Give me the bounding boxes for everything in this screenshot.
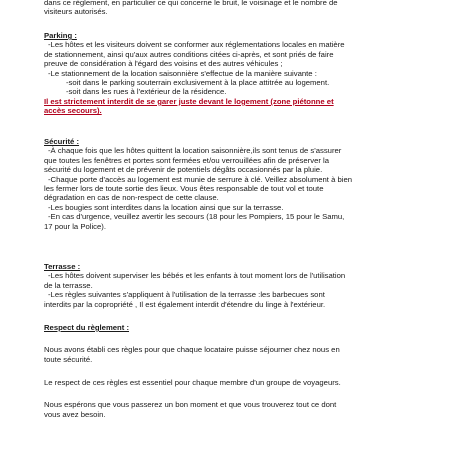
parking-sub-line: -soit dans les rues à l'extérieur de la résidence.	[66, 87, 227, 97]
respect-heading: Respect du règlement :	[44, 323, 130, 332]
terrasse-line: -Les hôtes doivent superviser les bébés et les enfants à tout moment lors de l'utilisation	[48, 271, 346, 281]
parking-warning: accès secours).	[44, 106, 102, 116]
intro-section	[44, 0, 424, 17]
parking-section	[44, 31, 424, 116]
securite-line: 17 pour la Police).	[44, 221, 106, 231]
securite-heading: Sécurité :	[44, 137, 80, 146]
terrasse-line: de la terrasse.	[44, 280, 93, 290]
respect-paragraph-2	[44, 378, 424, 388]
terrasse-section	[44, 262, 424, 309]
securite-section	[44, 137, 424, 231]
respect-heading-block	[44, 323, 424, 332]
parking-sub-line: -soit dans le parking souterrain exclusivement à la place attitrée au logement.	[66, 78, 330, 88]
parking-line: -Le stationnement de la location saisonnière s'effectue de la manière suivante :	[48, 68, 317, 78]
securite-line: que toutes les fenêtres et portes sont fermées et/ou verrouillées afin de préserver la	[44, 155, 330, 165]
terrasse-line: interdits par la copropriété , Il est également interdit d'étendre du linge à l'extérieur.	[44, 299, 326, 309]
respect-line: Nous avons établi ces règles pour que chaque locataire puisse séjourner chez nous en	[44, 345, 340, 354]
securite-line: -Chaque porte d'accès au logement est munie de serrure à clé. Veillez absolument à bien	[48, 174, 353, 184]
intro-line: visiteurs autorisés.	[44, 7, 108, 17]
respect-paragraph-3	[44, 400, 424, 419]
parking-warning: Il est strictement interdit de se garer juste devant le logement (zone piétonne et	[44, 96, 334, 106]
terrasse-line: -Les règles suivantes s'appliquent à l'utilisation de la terrasse :les barbecues sont	[48, 290, 325, 300]
securite-line: -Les bougies sont interdites dans la location ainsi que sur la terrasse.	[48, 202, 284, 212]
securite-line: sécurité du logement et de prévenir de potentiels dégâts occasionnés par la pluie.	[44, 165, 323, 175]
respect-paragraph-1	[44, 345, 424, 364]
parking-line: de stationnement, ainsi qu'aux autres conditions citées ci-après, et sont priés de faire	[44, 49, 334, 59]
securite-line: -À chaque fois que les hôtes quittent la location saisonnière,ils sont tenus de s'assurer	[48, 146, 342, 156]
securite-line: -En cas d'urgence, veuillez avertir les secours (18 pour les Pompiers, 15 pour le Samu,	[48, 212, 345, 222]
respect-line: toute sécurité.	[44, 354, 93, 364]
securite-line: les fermer lors de toute sortie des lieux. Vous êtes responsable de tout vol et toute	[44, 184, 324, 194]
respect-line: vous avez besoin.	[44, 409, 106, 419]
respect-line: Nous espérons que vous passerez un bon moment et que vous trouverez tout ce dont	[44, 400, 337, 409]
terrasse-heading: Terrasse :	[44, 262, 81, 271]
intro-line: dans ce règlement, en particulier ce qui concerne le bruit, le voisinage et le nombre de	[44, 0, 338, 7]
parking-line: -Les hôtes et les visiteurs doivent se conformer aux réglementations locales en matière	[48, 40, 345, 50]
securite-line: dégradation en cas de non-respect de cette clause.	[44, 193, 219, 203]
parking-heading: Parking :	[44, 31, 77, 40]
respect-line: Le respect de ces règles est essentiel pour chaque membre d'un groupe de voyageurs.	[44, 378, 341, 387]
parking-line: preuve de considération à l'égard des voisins et des autres véhicules ;	[44, 59, 283, 69]
